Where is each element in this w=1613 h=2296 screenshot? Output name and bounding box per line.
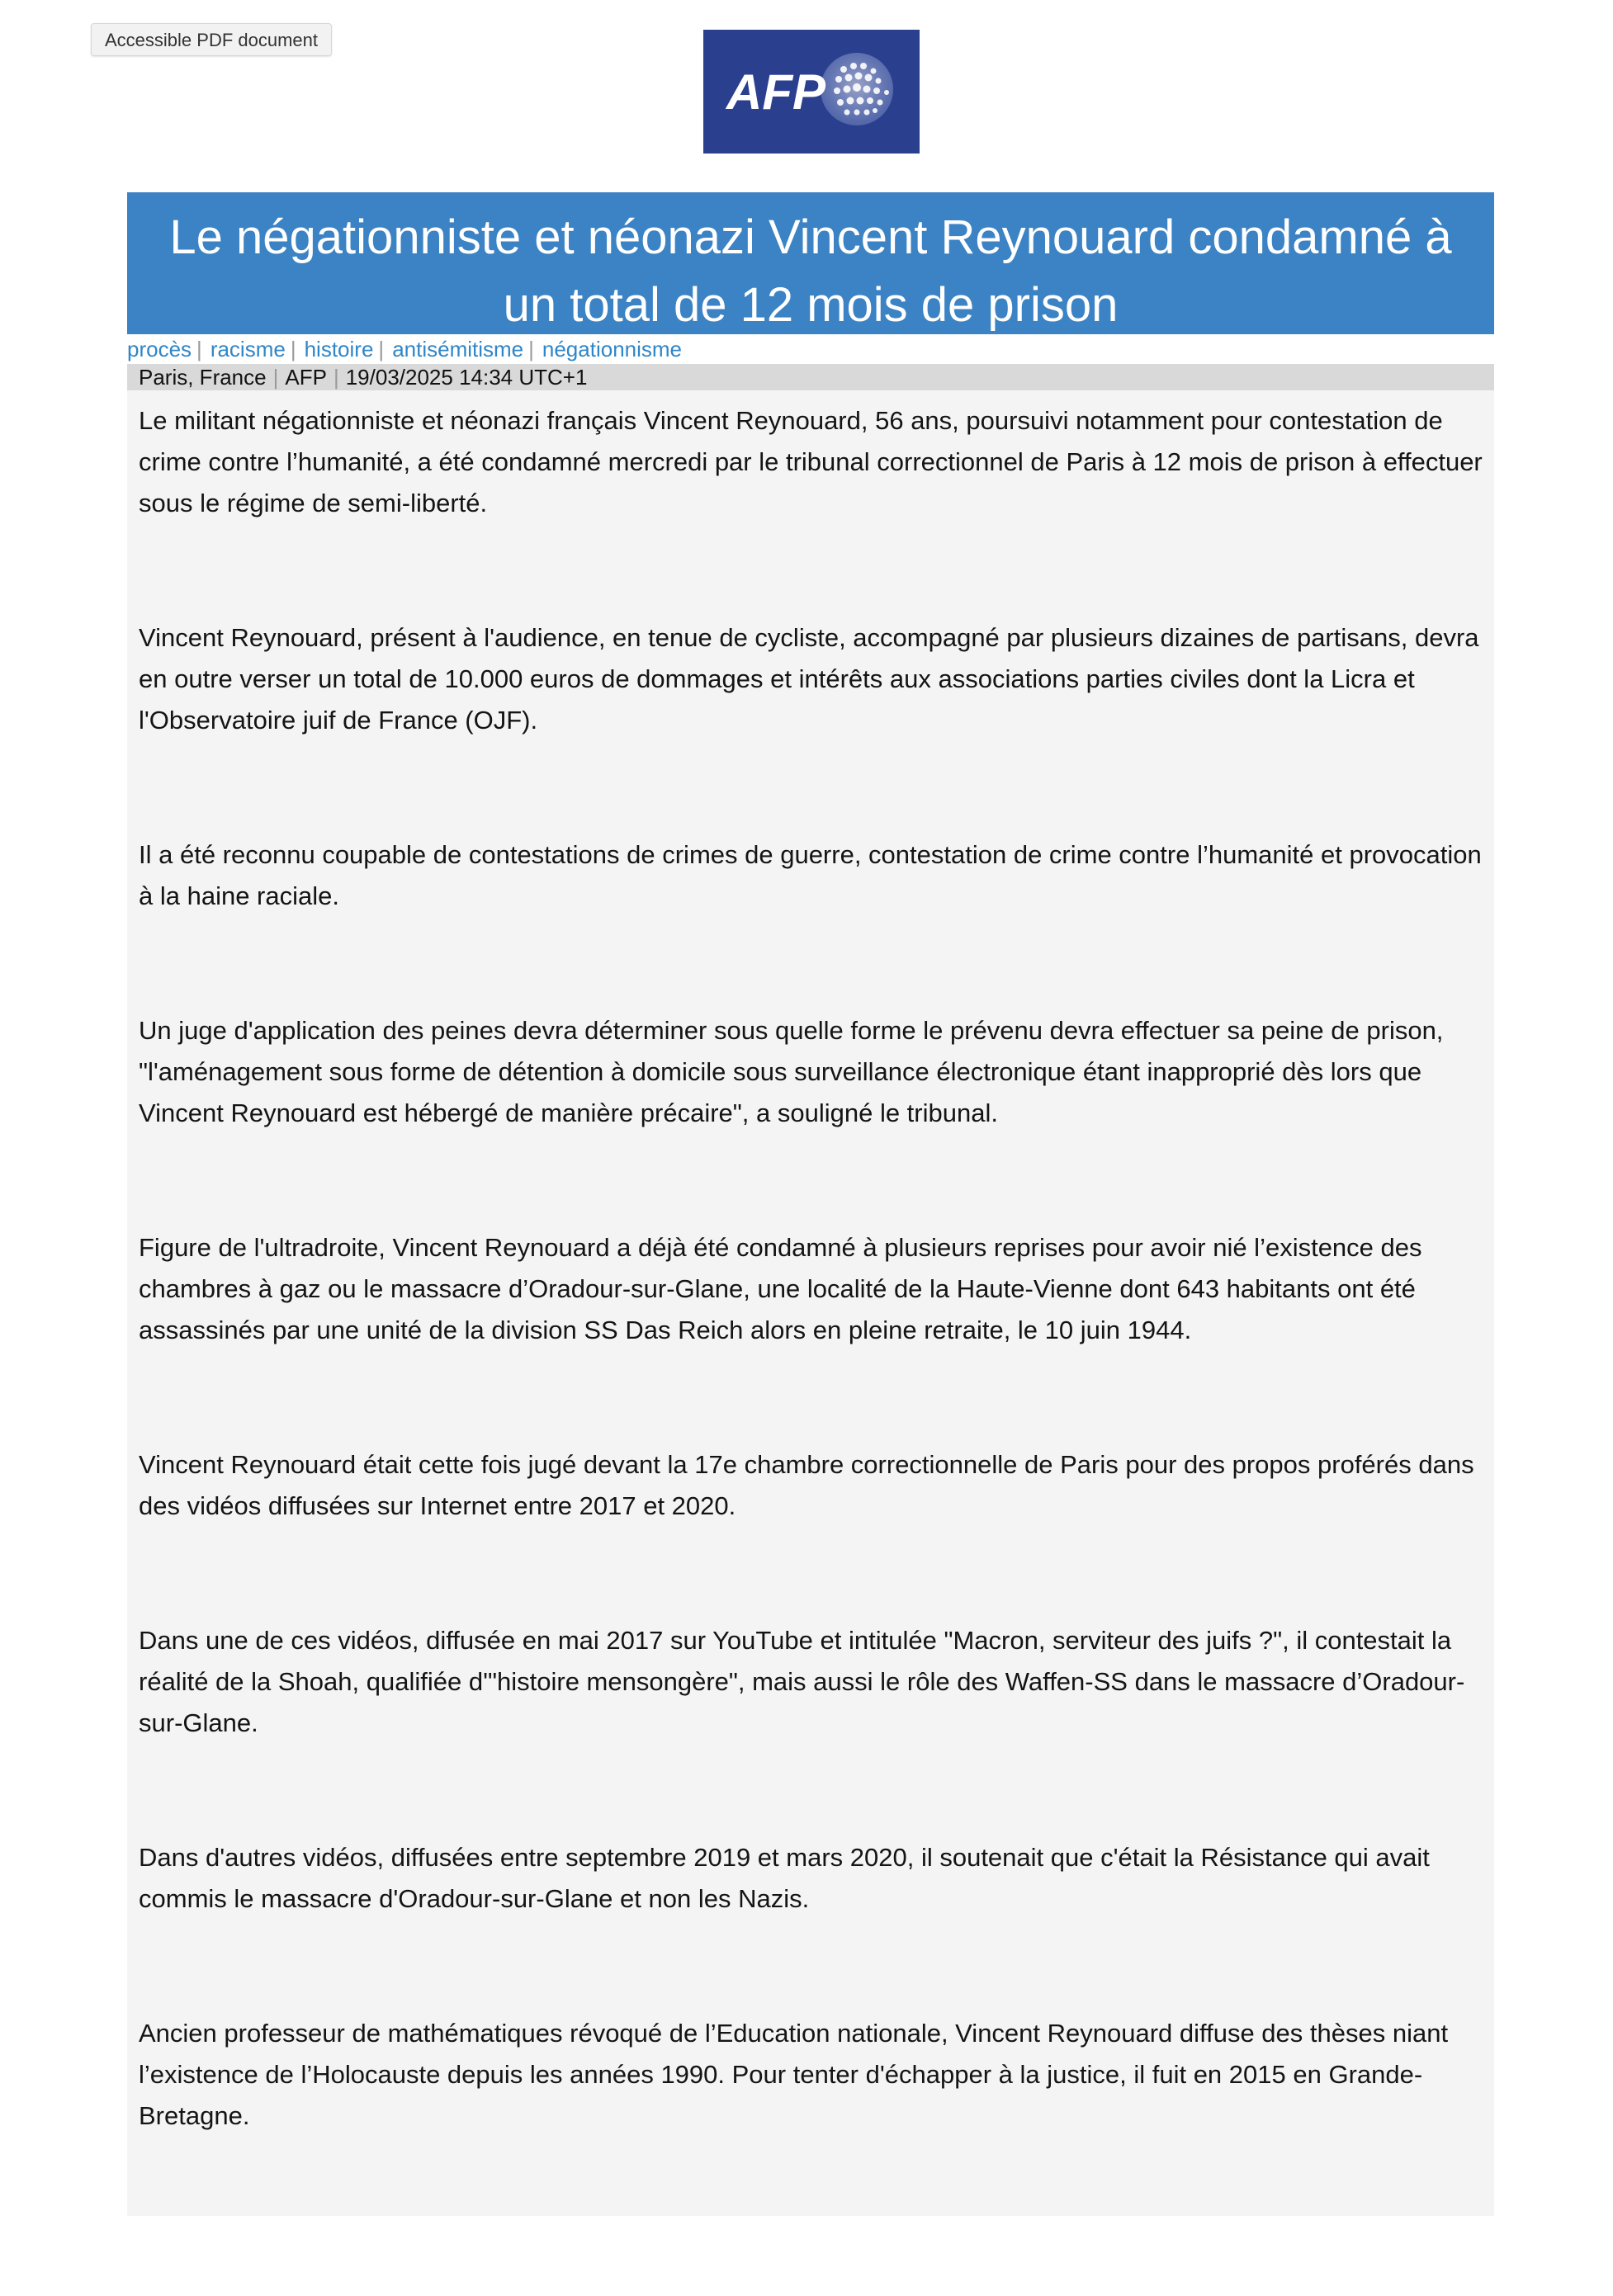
tag-list [127,335,1494,363]
accessible-pdf-button[interactable]: Accessible PDF document [91,23,332,56]
tag-proces[interactable]: procès [127,337,192,361]
paragraph: Un juge d'application des peines devra déterminer sous quelle forme le prévenu devra effectuer sa peine de prison, "l'aménagement sous forme de détention à domicile sous surveillance électronique étant inapproprié dès lors que Vincent Reynouard est hébergé de manière précaire", a souligné le tribunal. [139,1016,1444,1127]
paragraph: Il a été reconnu coupable de contestations de crimes de guerre, contestation de crime contre l’humanité et provocation à la haine raciale. [139,840,1482,910]
tag-separator: | [196,337,202,361]
paragraph: Le militant négationniste et néonazi français Vincent Reynouard, 56 ans, poursuivi notamment pour contestation de crime contre l’humanité, a été condamné mercredi par le tribunal correctionnel de Paris à 12 mois de prison à effectuer sous le régime de semi-liberté. [139,406,1483,517]
article-body [127,390,1494,2216]
paragraph: Vincent Reynouard, présent à l'audience, en tenue de cycliste, accompagné par plusieurs dizaines de partisans, devra en outre verser un total de 10.000 euros de dommages et intérêts aux associations parties civiles dont la Licra et l'Observatoire juif de France (OJF). [139,623,1479,735]
paragraph: Vincent Reynouard était cette fois jugé devant la 17e chambre correctionnelle de Paris pour des propos proférés dans des vidéos diffusées sur Internet entre 2017 et 2020. [139,1450,1474,1520]
article-headline: Le négationniste et néonazi Vincent Reynouard condamné à un total de 12 mois de prison [127,192,1494,334]
tag-separator: | [528,337,534,361]
globe-icon [821,53,893,125]
tag-antisemitisme[interactable]: antisémitisme [392,337,524,361]
afp-logo [703,30,920,154]
tag-racisme[interactable]: racisme [210,337,286,361]
tag-negationnisme[interactable]: négationnisme [542,337,683,361]
afp-logo-graphic [703,30,920,154]
tag-separator: | [290,337,296,361]
svg-text:AFP: AFP [726,64,825,120]
article-location: Paris, France [139,365,267,390]
meta-separator: | [333,365,339,390]
article-meta [127,364,1494,390]
article-source: AFP [285,365,327,390]
paragraph: Dans une de ces vidéos, diffusée en mai 2017 sur YouTube et intitulée "Macron, serviteur des juifs ?", il contestait la réalité de la Shoah, qualifiée d'"histoire mensongère", mais aussi le rôle des Waffen-SS dans le massacre d’Oradour-sur-Glane. [139,1626,1465,1737]
tag-histoire[interactable]: histoire [304,337,374,361]
article-timestamp: 19/03/2025 14:34 UTC+1 [345,365,588,390]
meta-separator: | [272,365,279,390]
tag-separator: | [378,337,385,361]
paragraph: Dans d'autres vidéos, diffusées entre septembre 2019 et mars 2020, il soutenait que c'était la Résistance qui avait commis le massacre d'Oradour-sur-Glane et non les Nazis. [139,1843,1430,1913]
paragraph: Ancien professeur de mathématiques révoqué de l’Education nationale, Vincent Reynouard diffuse des thèses niant l’existence de l’Holocauste depuis les années 1990. Pour tenter d'échapper à la justice, il fuit en 2015 en Grande-Bretagne. [139,2019,1449,2130]
paragraph: Figure de l'ultradroite, Vincent Reynouard a déjà été condamné à plusieurs reprises pour avoir nié l’existence des chambres à gaz ou le massacre d’Oradour-sur-Glane, une localité de la Haute-Vienne dont 643 habitants ont été assassinés par une unité de la division SS Das Reich alors en pleine retraite, le 10 juin 1944. [139,1233,1422,1344]
